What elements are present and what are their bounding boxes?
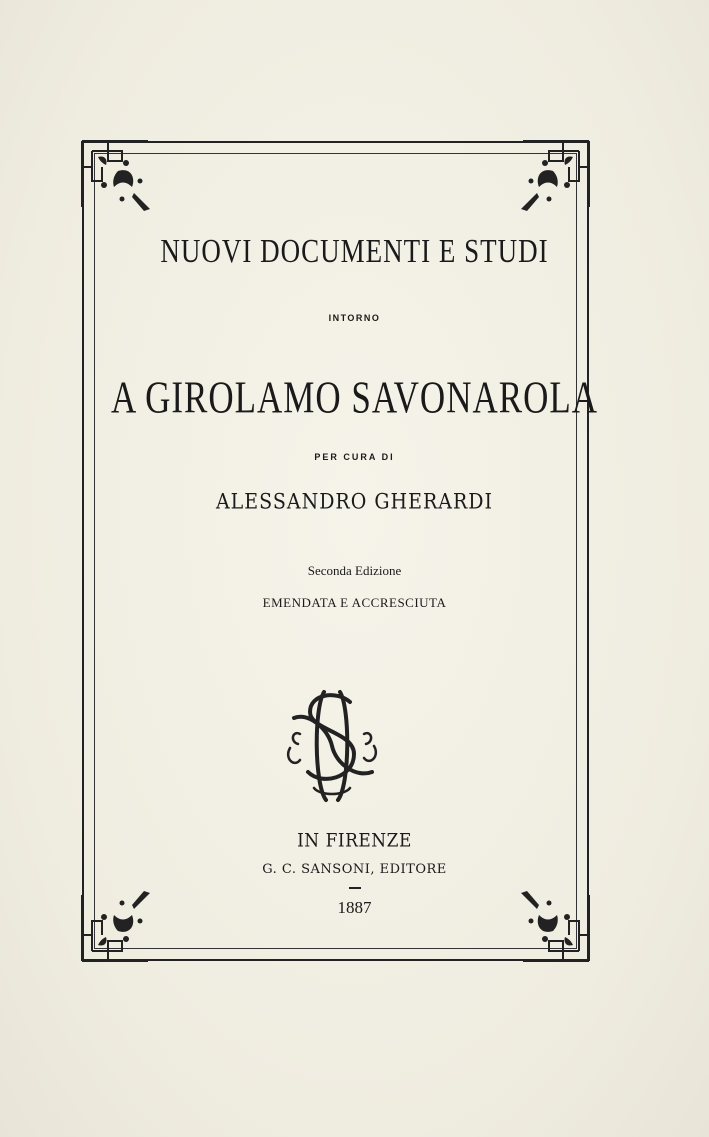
editor-prefix: PER CURA DI [314, 452, 395, 462]
publication-year: 1887 [337, 898, 372, 917]
corner-ornament-icon [78, 137, 160, 219]
corner-ornament-icon [78, 883, 160, 965]
corner-ornament-icon [511, 883, 593, 965]
publisher-name: G. C. SANSONI, EDITORE [262, 862, 447, 877]
corner-ornament-icon [511, 137, 593, 219]
edition-note: EMENDATA E ACCRESCIUTA [262, 595, 447, 610]
title-connector: INTORNO [328, 313, 381, 323]
publication-city: IN FIRENZE [297, 830, 412, 852]
book-title: NUOVI DOCUMENTI E STUDI [160, 232, 549, 270]
author-name: ALESSANDRO GHERARDI [215, 489, 494, 515]
publisher-monogram-icon [280, 688, 384, 804]
book-subject: A GIROLAMO SAVONAROLA [110, 372, 599, 423]
separator-dash [349, 887, 361, 889]
edition-label: Seconda Edizione [307, 563, 402, 578]
